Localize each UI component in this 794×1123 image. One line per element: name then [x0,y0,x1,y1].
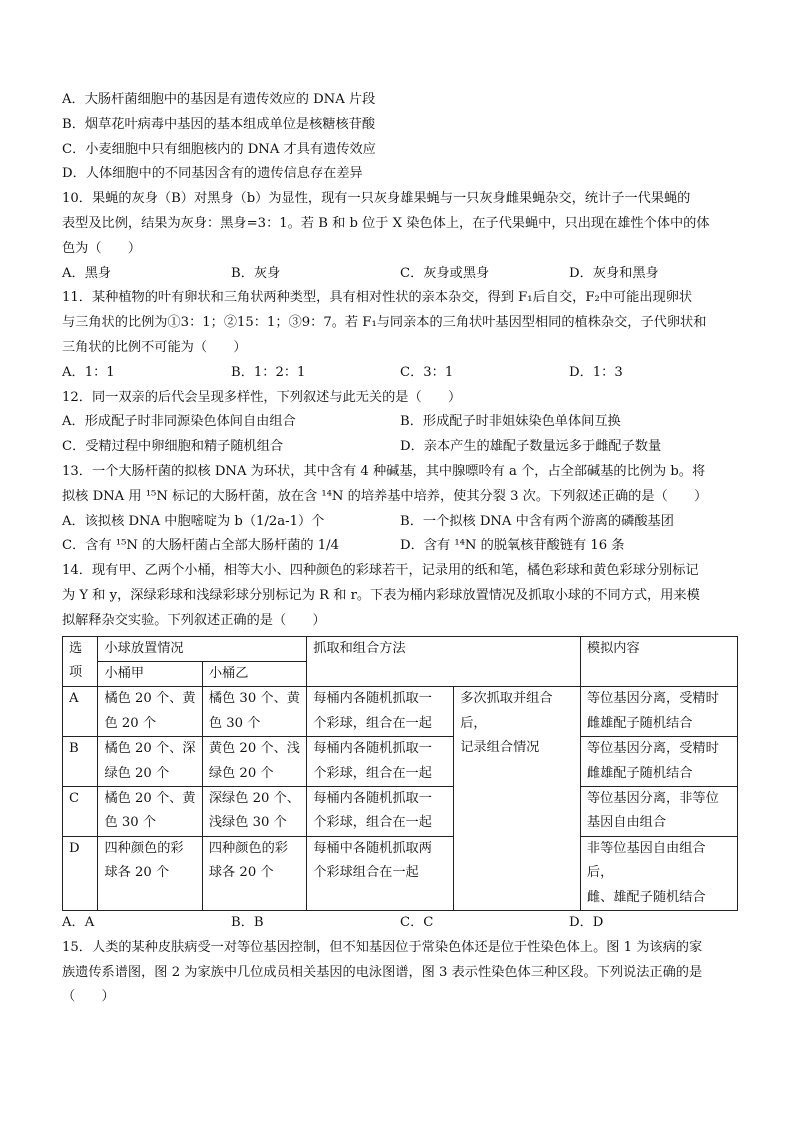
cell-line: 橘色 20 个、黄 [104,691,196,707]
q11-stem-line: 11．某种植物的叶有卵状和三角状两种类型，具有相对性状的亲本杂交，得到 F₁后自交，F₂中可能出现卵状 [62,290,693,306]
row-bucket-a [98,786,202,836]
cell-line: 等位基因分离，非等位 [586,790,719,806]
cell-line: 橘色 20 个、黄 [104,790,196,806]
cell-line: 每桶内各随机抓取一 [313,790,432,806]
question-13 [62,460,738,559]
cell-line: 等位基因分离，受精时 [586,741,719,757]
shared-method [454,687,581,911]
q11-options [62,361,738,386]
cell-line: 雌、雄配子随机结合 [586,889,706,905]
cell-line: 球各 20 个 [104,865,170,881]
row-simulate [580,737,737,787]
header-option-char: 选 [69,640,83,656]
header-placement: 小球放置情况 [98,636,307,661]
table-row [63,836,738,910]
row-simulate [580,687,737,737]
cell-line: 每桶内各随机抓取一 [313,741,432,757]
table-header-row [63,636,738,661]
cell-line: 个彩球，组合在一起 [313,815,432,831]
q12-option-a: A．形成配子时非同源染色体间自由组合 [62,414,296,430]
cell-line: 每桶中各随机抓取两 [313,840,432,856]
row-bucket-b [202,786,306,836]
cell-line: 橘色 30 个、黄 [208,691,300,707]
row-bucket-b [202,737,306,787]
cell-line: 雌雄配子随机结合 [586,765,693,781]
cell-line: 个彩球，组合在一起 [313,765,432,781]
q12-option-c: C．受精过程中卵细胞和精子随机组合 [62,439,284,455]
cell-line: 四种颜色的彩 [208,840,288,856]
q9-option-d: D．人体细胞中的不同基因含有的遗传信息存在差异 [62,166,363,182]
q14-stem-line: 为 Y 和 y，深绿彩球和浅绿彩球分别标记为 R 和 r。下表为桶内彩球放置情况及抓取小球的不同方式，用来模 [62,587,700,603]
q13-option-d: D．含有 ¹⁴N 的脱氧核苷酸链有 16 条 [400,538,625,554]
row-bucket-a [98,737,202,787]
q10-stem-line: 10．果蝇的灰身（B）对黑身（b）为显性，现有一只灰身雄果蝇与一只灰身雌果蝇杂交，统计子一代果蝇的 [62,191,691,207]
q12-option-b: B．形成配子时非姐妹染色单体间互换 [400,414,621,430]
cell-line: 等位基因分离，受精时 [586,691,719,707]
q10-stem-line: 表型及比例，结果为灰身：黑身=3：1。若 B 和 b 位于 X 染色体上，在子代果蝇中，只出现在雄性个体中的体 [62,215,710,231]
row-bucket-a [98,836,202,910]
cell-line: 浅绿色 30 个 [208,815,287,831]
q13-stem-line: 13．一个大肠杆菌的拟核 DNA 为环状，其中含有 4 种碱基，其中腺嘌呤有 a 个，占全部碱基的比例为 b。将 [62,463,706,479]
row-method [307,737,454,787]
q9-option-c: C．小麦细胞中只有细胞核内的 DNA 才具有遗传效应 [62,141,376,157]
q9-option-b: B．烟草花叶病毒中基因的基本组成单位是核糖核苷酸 [62,116,376,132]
row-bucket-b [202,836,306,910]
q10-stem-line: 色为（ ） [62,240,142,256]
cell-line: 色 20 个 [104,715,157,731]
cell-line: 绿色 20 个 [104,765,170,781]
row-method [307,687,454,737]
row-option: C [63,786,98,836]
q14-option-d: D．D [569,915,604,930]
cell-line: 非等位基因自由组合后， [586,840,706,881]
q13-options-row [62,510,738,535]
q13-option-b: B．一个拟核 DNA 中含有两个游离的磷酸基团 [400,513,674,529]
table-row [63,687,738,737]
q13-stem-line: 拟核 DNA 用 ¹⁵N 标记的大肠杆菌，放在含 ¹⁴N 的培养基中培养，使其分裂 3 次。下列叙述正确的是（ ） [62,488,708,504]
q13-options-row [62,534,738,559]
cell-line: 色 30 个 [104,815,157,831]
q10-option-b: B．灰身 [231,265,281,281]
cell-line: 每桶内各随机抓取一 [313,691,432,707]
q14-option-a: A．A [62,915,95,930]
q14-stem-line: 14．现有甲、乙两个小桶，相等大小、四种颜色的彩球若干，记录用的纸和笔，橘色彩球和黄色彩球分别标记 [62,563,699,579]
question-9-options [62,88,738,187]
row-method [307,836,454,910]
cell-line: 橘色 20 个、深 [104,741,196,757]
exam-page [62,88,738,1010]
question-14 [62,559,738,936]
question-15 [62,936,738,1010]
cell-line: 多次抓取并组合后， [460,691,553,731]
q10-option-c: C．灰身或黑身 [400,265,490,281]
header-option [63,636,98,687]
q12-options-row [62,435,738,460]
q11-option-c: C．3：1 [400,364,454,380]
q14-stem-line: 拟解释杂交实验。下列叙述正确的是（ ） [62,612,326,628]
header-method: 抓取和组合方法 [307,636,581,687]
header-bucket-a: 小桶甲 [98,661,202,686]
cell-line: 雌雄配子随机结合 [586,715,693,731]
row-simulate [580,786,737,836]
q11-option-b: B．1：2：1 [231,364,306,380]
cell-line: 深绿色 20 个、 [208,790,300,806]
q13-option-c: C．含有 ¹⁵N 的大肠杆菌占全部大肠杆菌的 1/4 [62,538,340,554]
q10-option-d: D．灰身和黑身 [569,265,659,281]
cell-line: 绿色 20 个 [208,765,274,781]
cell-line: 四种颜色的彩 [104,840,184,856]
q12-stem-line: 12．同一双亲的后代会呈现多样性，下列叙述与此无关的是（ ） [62,389,462,405]
row-bucket-b [202,687,306,737]
q14-option-c: C．C [400,915,434,930]
q11-option-d: D．1：3 [569,364,623,380]
q10-options [62,262,738,287]
cell-line: 球各 20 个 [208,865,274,881]
row-option: B [63,737,98,787]
q14-options [62,911,738,936]
q14-table [62,636,738,911]
q11-stem-line: 三角状的比例不可能为（ ） [62,339,247,355]
q11-option-a: A．1：1 [62,364,115,380]
row-option: A [63,687,98,737]
row-simulate [580,836,737,910]
cell-line: 个彩球，组合在一起 [313,715,432,731]
q15-stem-line: 族遗传系谱图，图 2 为家族中几位成员相关基因的电泳图谱，图 3 表示性染色体三种区段。下列说法正确的是 [62,964,703,980]
q12-options-row [62,410,738,435]
cell-line: 记录组合情况 [460,740,540,756]
q10-option-a: A．黑身 [62,265,112,281]
header-bucket-b: 小桶乙 [202,661,306,686]
cell-line: 色 30 个 [208,715,261,731]
header-simulate: 模拟内容 [580,636,737,687]
question-10 [62,187,738,286]
q14-option-b: B．B [231,915,264,930]
row-bucket-a [98,687,202,737]
cell-line: 个彩球组合在一起 [313,865,419,881]
q15-stem-line: （ ） [62,989,115,1005]
q11-stem-line: 与三角状的比例为①3：1；②15：1；③9：7。若 F₁与同亲本的三角状叶基因型相同的植株杂交，子代卵状和 [62,315,707,331]
row-method [307,786,454,836]
question-11 [62,286,738,385]
question-12 [62,386,738,460]
header-option-char: 项 [69,664,83,680]
cell-line: 黄色 20 个、浅 [208,741,300,757]
cell-line: 基因自由组合 [586,815,667,831]
q13-option-a: A．该拟核 DNA 中胞嘧啶为 b（1/2a-1）个 [62,513,325,529]
row-option: D [63,836,98,910]
table-row [63,737,738,787]
table-row [63,786,738,836]
q12-option-d: D．亲本产生的雄配子数量远多于雌配子数量 [400,439,662,455]
q9-option-a: A．大肠杆菌细胞中的基因是有遗传效应的 DNA 片段 [62,92,376,107]
q15-stem-line: 15．人类的某种皮肤病受一对等位基因控制，但不知基因位于常染色体还是位于性染色体上。图 1 为该病的家 [62,939,703,955]
